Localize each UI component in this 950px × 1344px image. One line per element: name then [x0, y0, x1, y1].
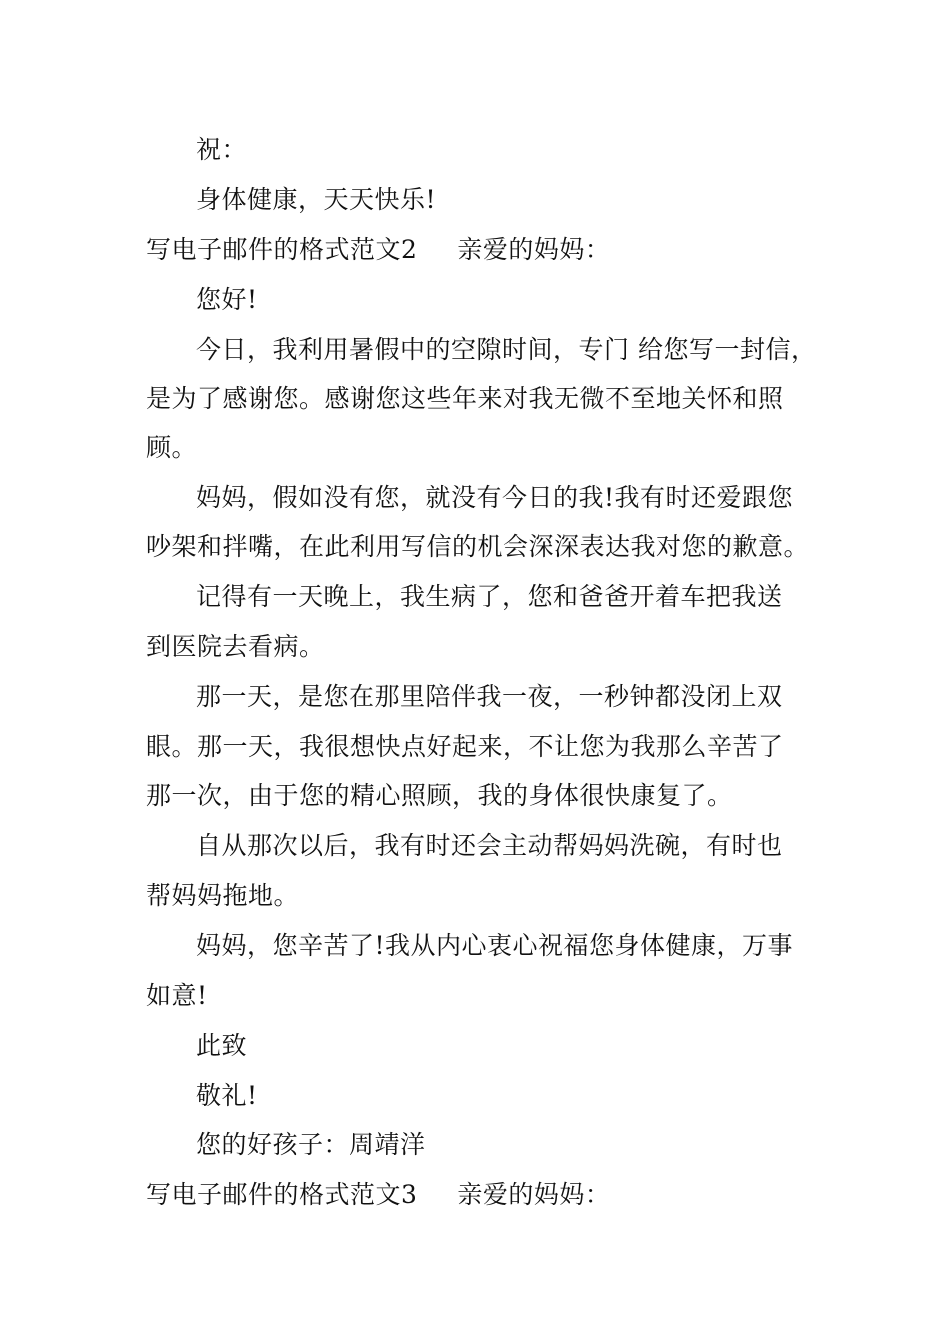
- paragraph-line: 到医院去看病。: [146, 632, 325, 661]
- paragraph-line: 是为了感谢您。感谢您这些年来对我无微不至地关怀和照: [146, 384, 784, 413]
- closing-salute: 敬礼!: [196, 1081, 258, 1110]
- salutation: 您好!: [196, 285, 258, 314]
- paragraph-line: 那一天，是您在那里陪伴我一夜，一秒钟都没闭上双: [196, 682, 783, 711]
- paragraph-line: 那一次，由于您的精心照顾，我的身体很快康复了。: [146, 781, 733, 810]
- closing-line: 此致: [196, 1031, 248, 1060]
- signature: 您的好孩子：周靖洋: [196, 1130, 426, 1159]
- section-title: 写电子邮件的格式范文3: [146, 1180, 418, 1209]
- paragraph-line: 妈妈，您辛苦了!我从内心衷心祝福您身体健康，万事: [196, 931, 794, 960]
- section-title: 写电子邮件的格式范文2: [146, 235, 418, 264]
- letter-greeting: 亲爱的妈妈：: [457, 235, 611, 264]
- paragraph-line: 今日，我利用暑假中的空隙时间，专门 给您写一封信，: [196, 335, 817, 364]
- wish-body: 身体健康，天天快乐!: [196, 185, 437, 214]
- closing-wish: 祝：: [196, 135, 248, 164]
- paragraph-line: 如意!: [146, 981, 208, 1010]
- paragraph-line: 记得有一天晚上，我生病了，您和爸爸开着车把我送: [196, 582, 783, 611]
- paragraph-line: 顾。: [146, 433, 198, 462]
- section-heading: [146, 1178, 816, 1212]
- paragraph-line: 帮妈妈拖地。: [146, 881, 300, 910]
- letter-greeting: 亲爱的妈妈：: [457, 1180, 611, 1209]
- paragraph-line: 眼。那一天，我很想快点好起来，不让您为我那么辛苦了: [146, 732, 784, 761]
- paragraph-line: 妈妈，假如没有您，就没有今日的我!我有时还爱跟您: [196, 483, 794, 512]
- section-heading: [146, 233, 816, 267]
- paragraph-line: 吵架和拌嘴，在此利用写信的机会深深表达我对您的歉意。: [146, 532, 810, 561]
- paragraph-line: 自从那次以后，我有时还会主动帮妈妈洗碗，有时也: [196, 831, 783, 860]
